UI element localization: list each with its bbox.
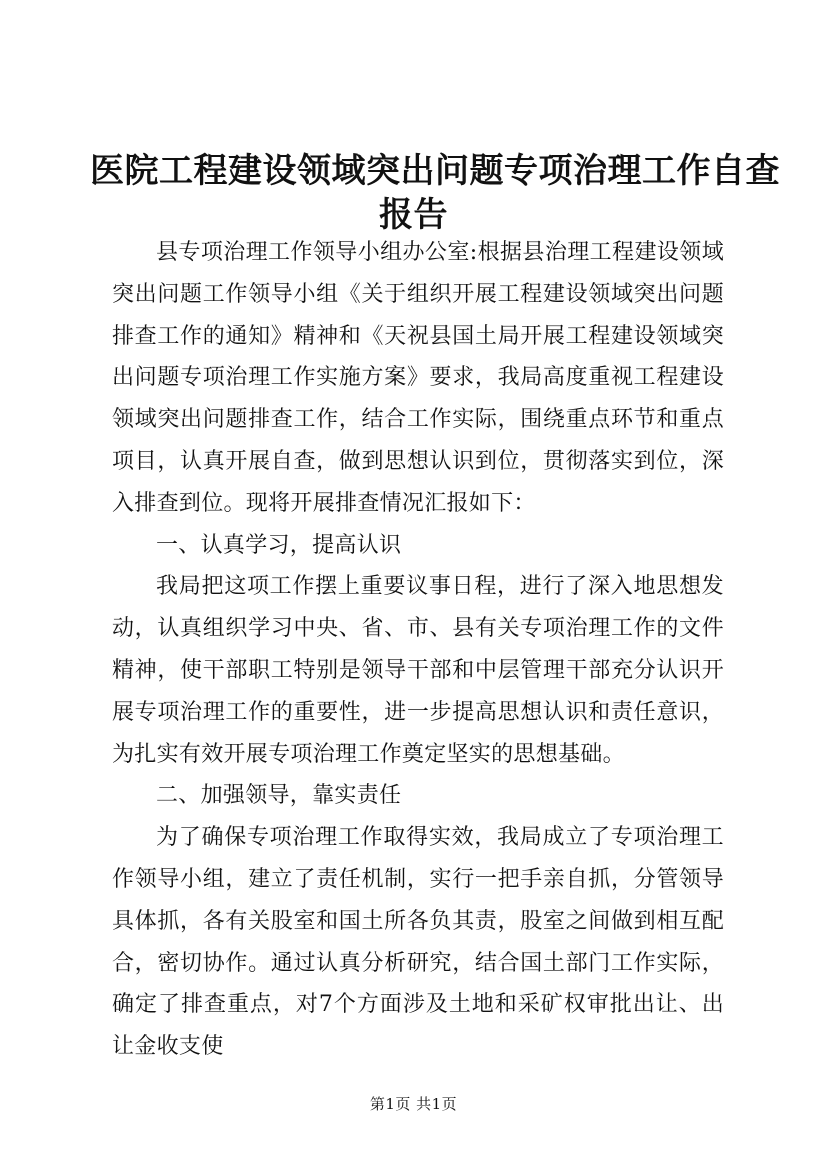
paragraph-section-1: 我局把这项工作摆上重要议事日程，进行了深入地思想发动，认真组织学习中央、省、市、县有关专项治理工作的文件精神，使干部职工特别是领导干部和中层管理干部充分认识开展专项治理工作的重要性，进一步提高思想认识和责任意识，为扎实有效开展专项治理工作奠定坚实的思想基础。	[112, 574, 724, 767]
paragraph-section-2: 为了确保专项治理工作取得实效，我局成立了专项治理工作领导小组，建立了责任机制，实行一把手亲自抓，分管领导具体抓，各有关股室和国土所各负其责，股室之间做到相互配合，密切协作。通过认真分析研究，结合国土部门工作实际，确定了排查重点，对7个方面涉及土地和采矿权审批出让、出让金收支使	[112, 825, 724, 1060]
page-number-footer: 第1页 共1页	[369, 1095, 458, 1113]
document-body	[112, 232, 724, 1068]
paragraph-intro: 县专项治理工作领导小组办公室:根据县治理工程建设领域突出问题工作领导小组《关于组织开展工程建设领域突出问题排查工作的通知》精神和《天祝县国土局开展工程建设领域突出问题专项治理工作实施方案》要求，我局高度重视工程建设领域突出问题排查工作，结合工作实际，围绕重点环节和重点项目，认真开展自查，做到思想认识到位，贯彻落实到位，深入排查到位。现将开展排查情况汇报如下：	[112, 240, 724, 516]
document-title-line-1: 医院工程建设领域突出问题专项治理工作自查	[90, 151, 780, 191]
section-heading-1: 一、认真学习，提高认识	[156, 532, 402, 558]
section-heading-2: 二、加强领导，靠实责任	[156, 783, 402, 809]
document-title-line-2: 报告	[379, 195, 448, 235]
